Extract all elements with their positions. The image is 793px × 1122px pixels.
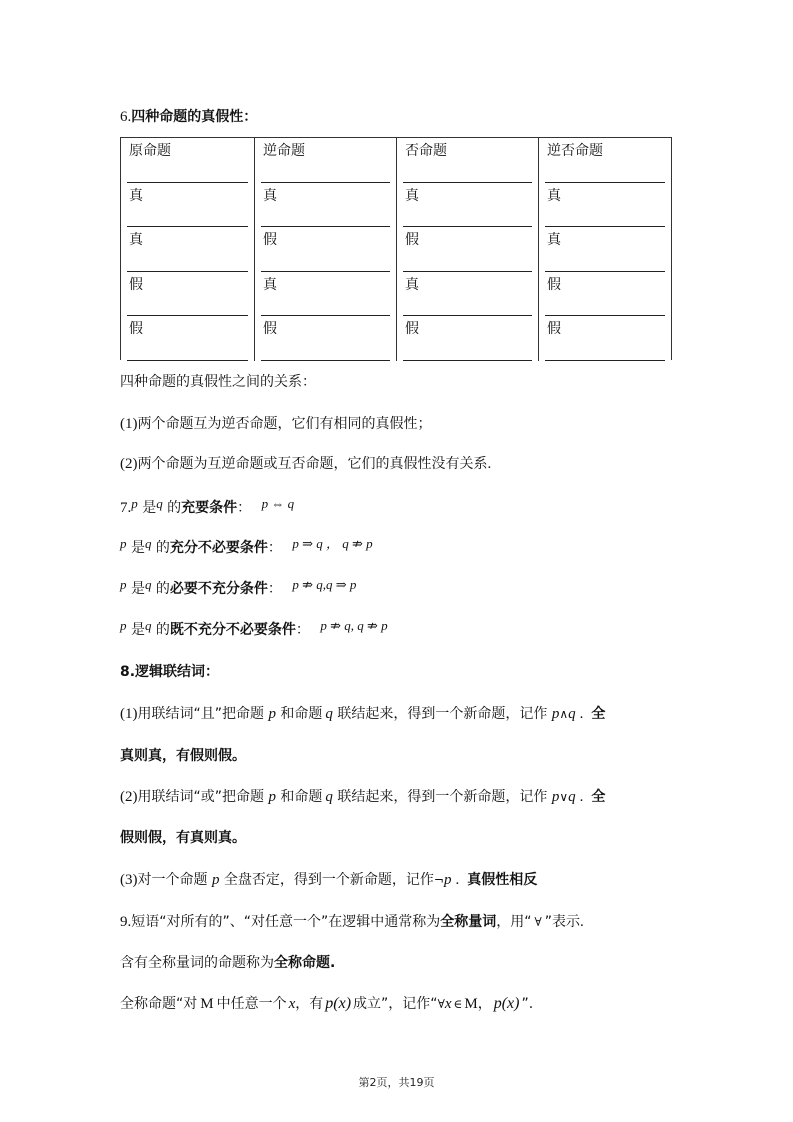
text: 用联结词“且”把命题: [137, 706, 265, 722]
relation-item-2: [120, 455, 491, 473]
text: ，有: [295, 996, 324, 1012]
expr-px: p(x): [493, 995, 520, 1012]
colon: ：: [267, 581, 282, 597]
period: .: [455, 872, 460, 888]
cell-value: 假: [129, 321, 143, 338]
condition-expression: p ⇔ q: [261, 496, 295, 511]
text-de: 的: [155, 622, 170, 638]
text: ，用“: [496, 914, 532, 930]
text: ，: [477, 996, 492, 1012]
text-de: 的: [155, 581, 170, 597]
header-converse: 逆命题: [263, 143, 305, 159]
table-cell: [539, 272, 671, 317]
element-of-symbol: ∈: [453, 997, 463, 1011]
cell-value: 真: [263, 187, 277, 204]
expr-q: q: [568, 706, 576, 722]
item-text: 两个命题互为逆否命题，它们有相同的真假性；: [137, 416, 432, 432]
or-operator: ∨: [559, 790, 569, 804]
text: 含有全称量词的命题称为: [120, 955, 274, 971]
table-cell: [539, 183, 671, 228]
item-prefix: (2): [120, 456, 138, 472]
table-cell: [121, 272, 255, 317]
forall-symbol: ∀: [534, 915, 542, 929]
var-x: x: [444, 996, 452, 1012]
colon: ：: [237, 500, 252, 516]
section-6-heading: [120, 108, 257, 126]
cell-underline: [127, 360, 248, 361]
period: .: [487, 456, 492, 472]
cell-value: 假: [263, 321, 277, 338]
table-header-cell: [539, 138, 671, 183]
table-cell: [397, 316, 539, 361]
table-cell: [121, 316, 255, 361]
section-9-line-1: [120, 913, 584, 931]
colon: ：: [295, 622, 310, 638]
section-9-line-3: [120, 995, 533, 1013]
bold-text: 全: [591, 706, 606, 722]
text: 全称命题“对: [120, 996, 198, 1012]
expr-q: q: [568, 789, 576, 805]
condition-expression: p ⇒ q ， q ⇏ p: [292, 536, 373, 551]
text-shi: 是: [130, 622, 145, 638]
text: 中任意一个: [216, 996, 287, 1012]
table-header-cell: [121, 138, 255, 183]
item-prefix: (1): [120, 416, 138, 432]
table-cell: [539, 316, 671, 361]
var-p: p: [120, 536, 127, 551]
table-header-cell: [255, 138, 397, 183]
var-p: p: [120, 618, 127, 633]
period: .: [579, 706, 584, 722]
condition-line-1: [120, 496, 295, 517]
text-de: 的: [167, 500, 182, 516]
relation-title: 四种命题的真假性之间的关系：: [120, 374, 316, 390]
colon: ：: [267, 540, 282, 556]
table-row: [121, 183, 671, 228]
cell-underline: [261, 360, 390, 361]
text: ”.: [521, 996, 534, 1012]
header-inverse: 否命题: [405, 143, 447, 159]
condition-term: 充分不必要条件: [169, 540, 268, 556]
bold-text: 全称量词: [440, 914, 497, 930]
cell-value: 假: [405, 232, 419, 249]
expr-p: p: [443, 872, 452, 888]
table-row: [121, 316, 671, 361]
text: 和命题: [280, 789, 323, 805]
text-de: 的: [155, 540, 170, 556]
section-9-line-2: [120, 954, 335, 972]
not-operator: ¬: [433, 873, 444, 887]
condition-line-4: [120, 618, 388, 639]
connective-not-line: [120, 871, 537, 889]
section-title: 四种命题的真假性：: [131, 109, 258, 125]
section-number: 9.: [120, 914, 132, 930]
condition-line-2: [120, 536, 373, 557]
and-operator: ∧: [559, 707, 569, 721]
cell-value: 真: [263, 276, 277, 293]
table-cell: [255, 183, 397, 228]
var-p: p: [211, 872, 220, 888]
var-q: q: [325, 789, 333, 805]
table-cell: [255, 316, 397, 361]
cell-underline: [403, 360, 532, 361]
condition-line-3: [120, 577, 357, 598]
var-q: q: [144, 618, 152, 633]
condition-expression: p ⇏ q, q ⇏ p: [320, 618, 388, 633]
table-cell: [255, 272, 397, 317]
text: 联结起来，得到一个新命题，记作: [337, 789, 548, 805]
table-row: [121, 272, 671, 317]
header-contrapositive: 逆否命题: [547, 143, 603, 159]
text-shi: 是: [130, 581, 145, 597]
item-prefix: (3): [120, 872, 138, 888]
table-cell: [121, 227, 255, 272]
text: 用联结词“或”把命题: [137, 789, 265, 805]
expr-p: p: [551, 789, 560, 805]
text: 对一个命题: [137, 872, 208, 888]
condition-term: 充要条件: [181, 500, 238, 516]
forall-symbol: ∀: [437, 997, 445, 1011]
text-shi: 是: [142, 500, 157, 516]
var-p: p: [131, 496, 138, 511]
cell-value: 真: [547, 187, 561, 204]
text: ”表示: [544, 914, 581, 930]
cell-value: 假: [547, 276, 561, 293]
var-q: q: [144, 577, 152, 592]
relation-item-1: [120, 415, 432, 433]
cell-value: 真: [405, 276, 419, 293]
section-number: 6.: [120, 109, 132, 125]
cell-underline: [545, 360, 665, 361]
text-shi: 是: [130, 540, 145, 556]
cell-value: 假: [129, 276, 143, 293]
table-cell: [121, 183, 255, 228]
header-original: 原命题: [129, 143, 171, 159]
connective-and-line: [120, 705, 605, 723]
bold-text: 全称命题.: [274, 955, 336, 971]
cell-value: 真: [547, 232, 561, 249]
condition-expression: p ⇏ q,q ⇒ p: [292, 577, 357, 592]
item-prefix: (1): [120, 706, 138, 722]
table-cell: [397, 183, 539, 228]
section-number: 7.: [120, 500, 132, 516]
item-prefix: (2): [120, 789, 138, 805]
var-p: p: [268, 706, 276, 722]
cell-value: 假: [547, 321, 561, 338]
connective-or-line: [120, 788, 605, 806]
table-header-cell: [397, 138, 539, 183]
condition-term: 既不充分不必要条件: [169, 622, 296, 638]
text: 联结起来，得到一个新命题，记作: [337, 706, 548, 722]
table-cell: [255, 227, 397, 272]
connective-or-rule: 假则假，有真则真。: [120, 830, 246, 846]
set-M: M: [464, 996, 478, 1012]
text: 短语“对所有的”、“对任意一个”在逻辑中通常称为: [131, 914, 441, 930]
var-q: q: [144, 536, 152, 551]
table-cell: [539, 227, 671, 272]
cell-value: 真: [129, 187, 143, 204]
cell-value: 真: [405, 187, 419, 204]
text: 全盘否定，得到一个新命题，记作: [223, 872, 434, 888]
cell-value: 假: [263, 232, 277, 249]
set-M: M: [200, 996, 214, 1012]
var-p: p: [120, 577, 127, 592]
connective-and-rule: 真则真，有假则假。: [120, 748, 246, 764]
cell-value: 真: [129, 232, 143, 249]
table-row: [121, 227, 671, 272]
text: 成立”，记作“: [353, 996, 438, 1012]
var-q: q: [325, 706, 333, 722]
truth-table: [120, 137, 672, 360]
cell-value: 假: [405, 321, 419, 338]
section-8-heading: 8.逻辑联结词：: [120, 664, 220, 680]
condition-term: 必要不充分条件: [169, 581, 268, 597]
bold-text: 全: [591, 789, 606, 805]
text: 和命题: [280, 706, 323, 722]
bold-text: 真假性相反: [467, 872, 538, 888]
period: .: [579, 789, 584, 805]
expr-px: p(x): [325, 995, 352, 1012]
var-x: x: [288, 996, 296, 1012]
period: .: [580, 914, 584, 930]
var-q: q: [156, 496, 163, 511]
table-header-row: [121, 138, 671, 183]
table-cell: [397, 227, 539, 272]
expr-p: p: [551, 706, 560, 722]
item-text: 两个命题为互逆命题或互否命题，它们的真假性没有关系: [137, 456, 488, 472]
page-footer: 第2页，共19页: [358, 1076, 435, 1089]
table-cell: [397, 272, 539, 317]
var-p: p: [268, 789, 276, 805]
